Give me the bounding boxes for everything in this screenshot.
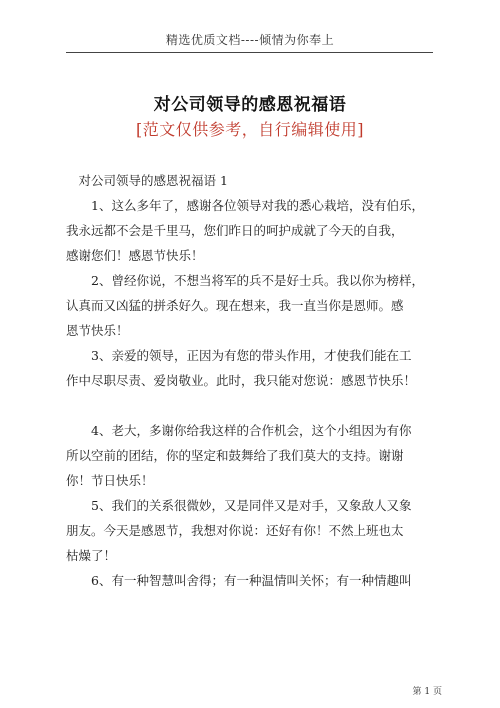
page-header: 精选优质文档----倾情为你奉上 xyxy=(165,33,335,47)
paragraph-line: 4、老大，多谢你给我这样的合作机会，这个小组因为有你 xyxy=(66,423,412,438)
paragraph-line: 枯燥了！ xyxy=(66,548,117,563)
document-body xyxy=(66,168,446,593)
paragraph-line: 2、曾经你说，不想当将军的兵不是好士兵。我以你为榜样， xyxy=(66,273,424,288)
paragraph-line: 1、这么多年了，感谢各位领导对我的悉心栽培，没有伯乐， xyxy=(66,198,424,213)
page-number: 第 1 页 xyxy=(412,687,442,697)
section-heading: 对公司领导的感恩祝福语 1 xyxy=(66,173,228,188)
paragraph-line: 我永远都不会是千里马，您们昨日的呵护成就了今天的自我， xyxy=(66,223,404,238)
paragraph-line: 认真而又凶猛的拼杀好久。现在想来，我一直当你是恩师。感 xyxy=(66,298,404,313)
paragraph-line: 所以空前的团结，你的坚定和鼓舞给了我们莫大的支持。谢谢 xyxy=(66,448,404,463)
document-title: 对公司领导的感恩祝福语 xyxy=(153,95,347,115)
paragraph-line: 5、我们的关系很微妙，又是同伴又是对手，又象敌人又象 xyxy=(66,498,412,513)
header-divider xyxy=(66,52,433,53)
paragraph-line: 朋友。今天是感恩节，我想对你说：还好有你！不然上班也太 xyxy=(66,523,404,538)
paragraph-line: 你！节日快乐！ xyxy=(66,473,154,488)
paragraph-line: 恩节快乐！ xyxy=(66,323,129,338)
paragraph-line: 感谢您们！感恩节快乐！ xyxy=(66,248,204,263)
paragraph-line: 作中尽职尽责、爱岗敬业。此时，我只能对您说：感恩节快乐！ xyxy=(66,373,417,388)
document-subtitle: [范文仅供参考，自行编辑使用] xyxy=(136,120,364,139)
blank-line xyxy=(66,393,446,418)
paragraph-line: 3、亲爱的领导，正因为有您的带头作用，才使我们能在工 xyxy=(66,348,412,363)
paragraph-line: 6、有一种智慧叫舍得；有一种温情叫关怀；有一种情趣叫 xyxy=(66,573,412,588)
